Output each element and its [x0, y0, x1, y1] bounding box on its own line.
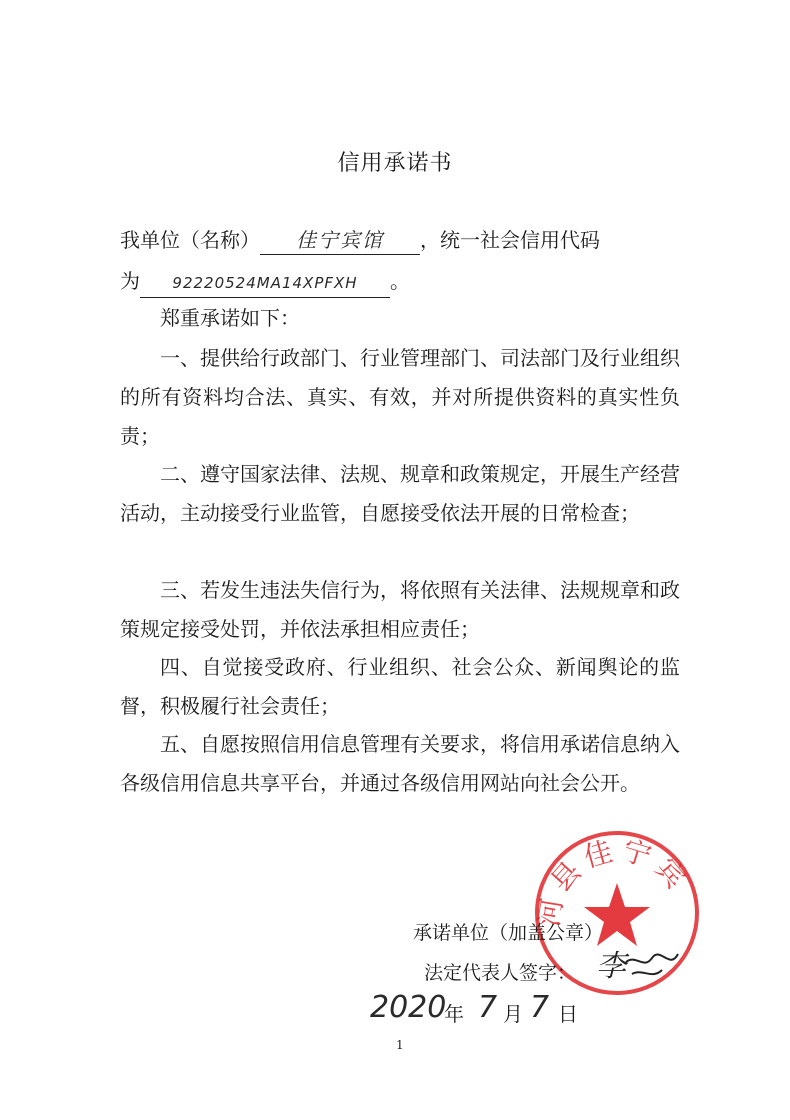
month-label: 月 [503, 1002, 523, 1026]
company-name-field: 佳宁宾馆 [260, 226, 420, 255]
pledge-item-4: 四、自觉接受政府、行业组织、社会公众、新闻舆论的监督，积极履行社会责任； [120, 655, 680, 718]
date-year: 2020 [370, 990, 447, 1025]
rep-signature: 李 [596, 949, 626, 984]
seal-text: 河县佳宁宾 [532, 833, 696, 930]
day-label: 日 [558, 1002, 578, 1026]
unit-label: 承诺单位（加盖公章） [413, 922, 604, 944]
pledge-item-5: 五、自愿按照信用信息管理有关要求，将信用承诺信息纳入各级信用信息共享平台，并通过各级信用网站向社会公开。 [120, 732, 680, 795]
pledge-heading: 郑重承诺如下： [160, 306, 300, 330]
intro-prefix: 我单位（名称） [120, 228, 260, 252]
page-number: 1 [396, 1038, 404, 1052]
year-label: 年 [444, 1002, 464, 1026]
intro-mid: ，统一社会信用代码 [420, 228, 600, 252]
date-day: 7 [530, 990, 550, 1025]
pledge-item-3: 三、若发生违法失信行为，将依照有关法律、法规规章和政策规定接受处罚，并依法承担相应责任； [120, 578, 680, 641]
intro-suffix: 。 [390, 269, 410, 293]
handwritten-signature [592, 940, 682, 990]
document-title: 信用承诺书 [337, 151, 453, 176]
date-month: 7 [478, 990, 498, 1025]
pledge-item-1: 一、提供给行政部门、行业管理部门、司法部门及行业组织的所有资料均合法、真实、有效，并对所提供资料的真实性负责； [120, 346, 680, 448]
credit-code-field: 92220524MA14XPFXH [140, 269, 390, 298]
rep-label: 法定代表人签字： [424, 962, 577, 984]
intro-line-1 [120, 226, 600, 255]
pledge-item-2: 二、遵守国家法律、法规、规章和政策规定，开展生产经营活动，主动接受行业监管，自愿接受依法开展的日常检查； [120, 462, 680, 525]
intro-line-2 [120, 267, 410, 298]
code-prefix: 为 [120, 269, 140, 293]
